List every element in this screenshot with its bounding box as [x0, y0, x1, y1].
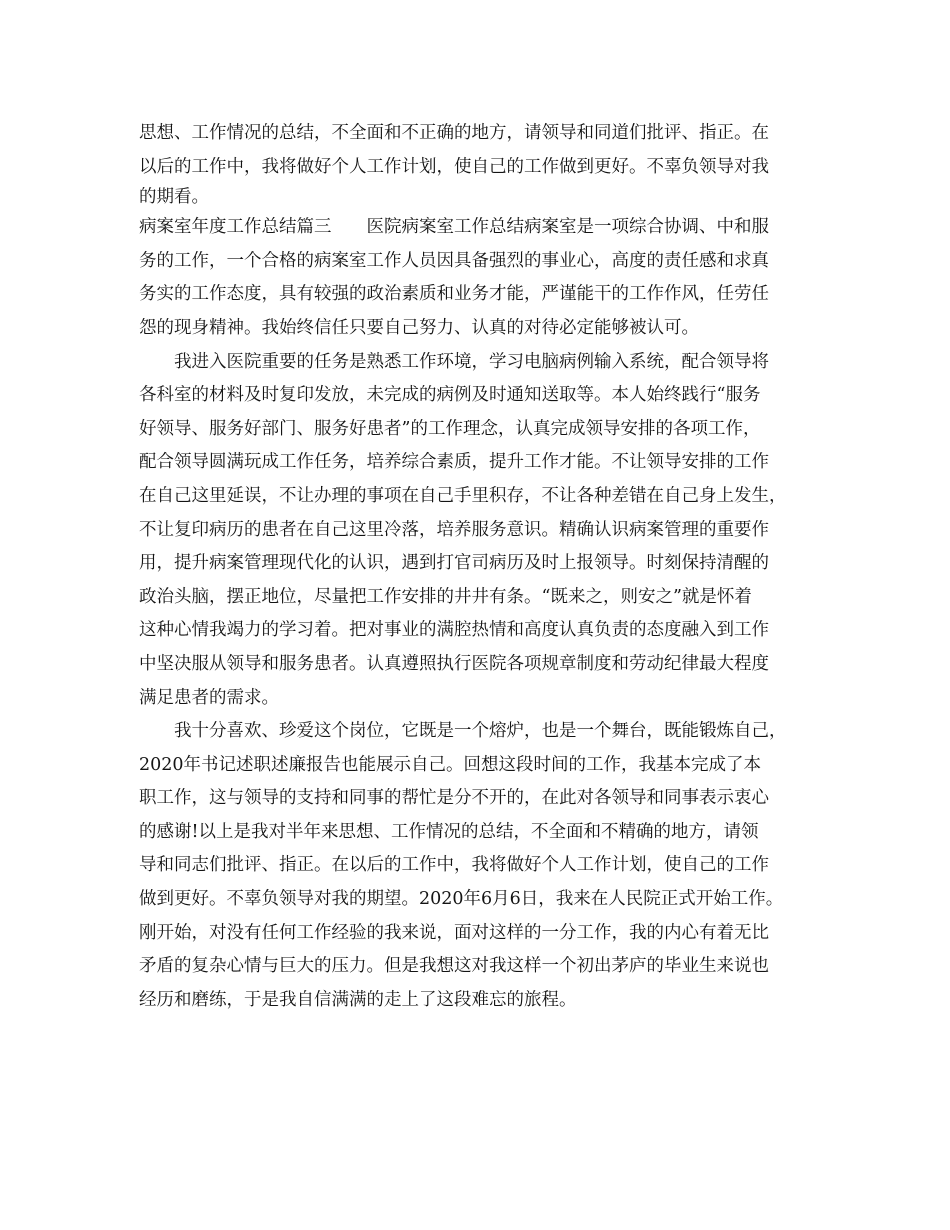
document-line: 经历和磨练，于是我自信满满的走上了这段难忘的旅程。 — [139, 989, 577, 1010]
document-line: 的期看。 — [139, 187, 209, 208]
document-body — [139, 117, 829, 1017]
document-line: 以后的工作中，我将做好个人工作计划，使自己的工作做到更好。不辜负领导对我 — [139, 156, 769, 177]
document-line: 我十分喜欢、珍爱这个岗位，它既是一个熔炉，也是一个舞台，既能锻炼自己， — [139, 721, 787, 742]
document-line: 不让复印病历的患者在自己这里冷落，培养服务意识。精确认识病案管理的重要作 — [139, 519, 769, 540]
document-line: 导和同志们批评、指正。在以后的工作中，我将做好个人工作计划，使自己的工作 — [139, 855, 769, 876]
document-line: 2020年书记述职述廉报告也能展示自己。回想这段时间的工作，我基本完成了本 — [139, 754, 762, 775]
document-line: 的感谢!以上是我对半年来思想、工作情况的总结，不全面和不精确的地方，请领 — [139, 821, 759, 842]
document-line: 好领导、服务好部门、服务好患者”的工作理念，认真完成领导安排的各项工作， — [139, 418, 761, 439]
document-line: 思想、工作情况的总结，不全面和不正确的地方，请领导和同道们批评、指正。在 — [139, 123, 769, 143]
document-line: 中坚决服从领导和服务患者。认真遵照执行医院各项规章制度和劳动纪律最大程度 — [139, 653, 769, 674]
document-line: 这种心情我竭力的学习着。把对事业的满腔热情和高度认真负责的态度融入到工作 — [139, 620, 769, 641]
document-line: 病案室年度工作总结篇三 医院病案室工作总结病案室是一项综合协调、中和服 — [139, 217, 769, 238]
document-line: 矛盾的复杂心情与巨大的压力。但是我想这对我这样一个初出茅庐的毕业生来说也 — [139, 956, 769, 977]
document-line: 满足患者的需求。 — [139, 687, 279, 708]
document-line: 务实的工作态度，具有较强的政治素质和业务才能，严谨能干的工作作风，任劳任 — [139, 284, 769, 305]
document-line: 务的工作，一个合格的病案室工作人员因具备强烈的事业心，高度的责任感和求真 — [139, 250, 769, 271]
document-line: 用，提升病案管理现代化的认识，遇到打官司病历及时上报领导。时刻保持清醒的 — [139, 553, 769, 574]
document-line: 政治头脑，摆正地位，尽量把工作安排的井井有条。“既来之，则安之”就是怀着 — [139, 586, 752, 607]
document-line: 配合领导圆满玩成工作任务，培养综合素质，提升工作才能。不让领导安排的工作 — [139, 452, 769, 473]
document-line: 各科室的材料及时复印发放，未完成的病例及时通知送取等。本人始终践行“服务 — [139, 385, 761, 406]
document-line: 在自己这里延误，不让办理的事项在自己手里积存，不让各种差错在自己身上发生， — [139, 485, 787, 506]
document-line: 我进入医院重要的任务是熟悉工作环境，学习电脑病例输入系统，配合领导将 — [139, 351, 769, 372]
document-line: 做到更好。不辜负领导对我的期望。2020年6月6日，我来在人民院正式开始工作。 — [139, 889, 784, 910]
document-line: 刚开始，对没有任何工作经验的我来说，面对这样的一分工作，我的内心有着无比 — [139, 922, 769, 943]
document-line: 怨的现身精神。我始终信任只要自己努力、认真的对待必定能够被认可。 — [139, 317, 699, 338]
document-line: 职工作，这与领导的支持和同事的帮忙是分不开的，在此对各领导和同事表示衷心 — [139, 788, 769, 809]
